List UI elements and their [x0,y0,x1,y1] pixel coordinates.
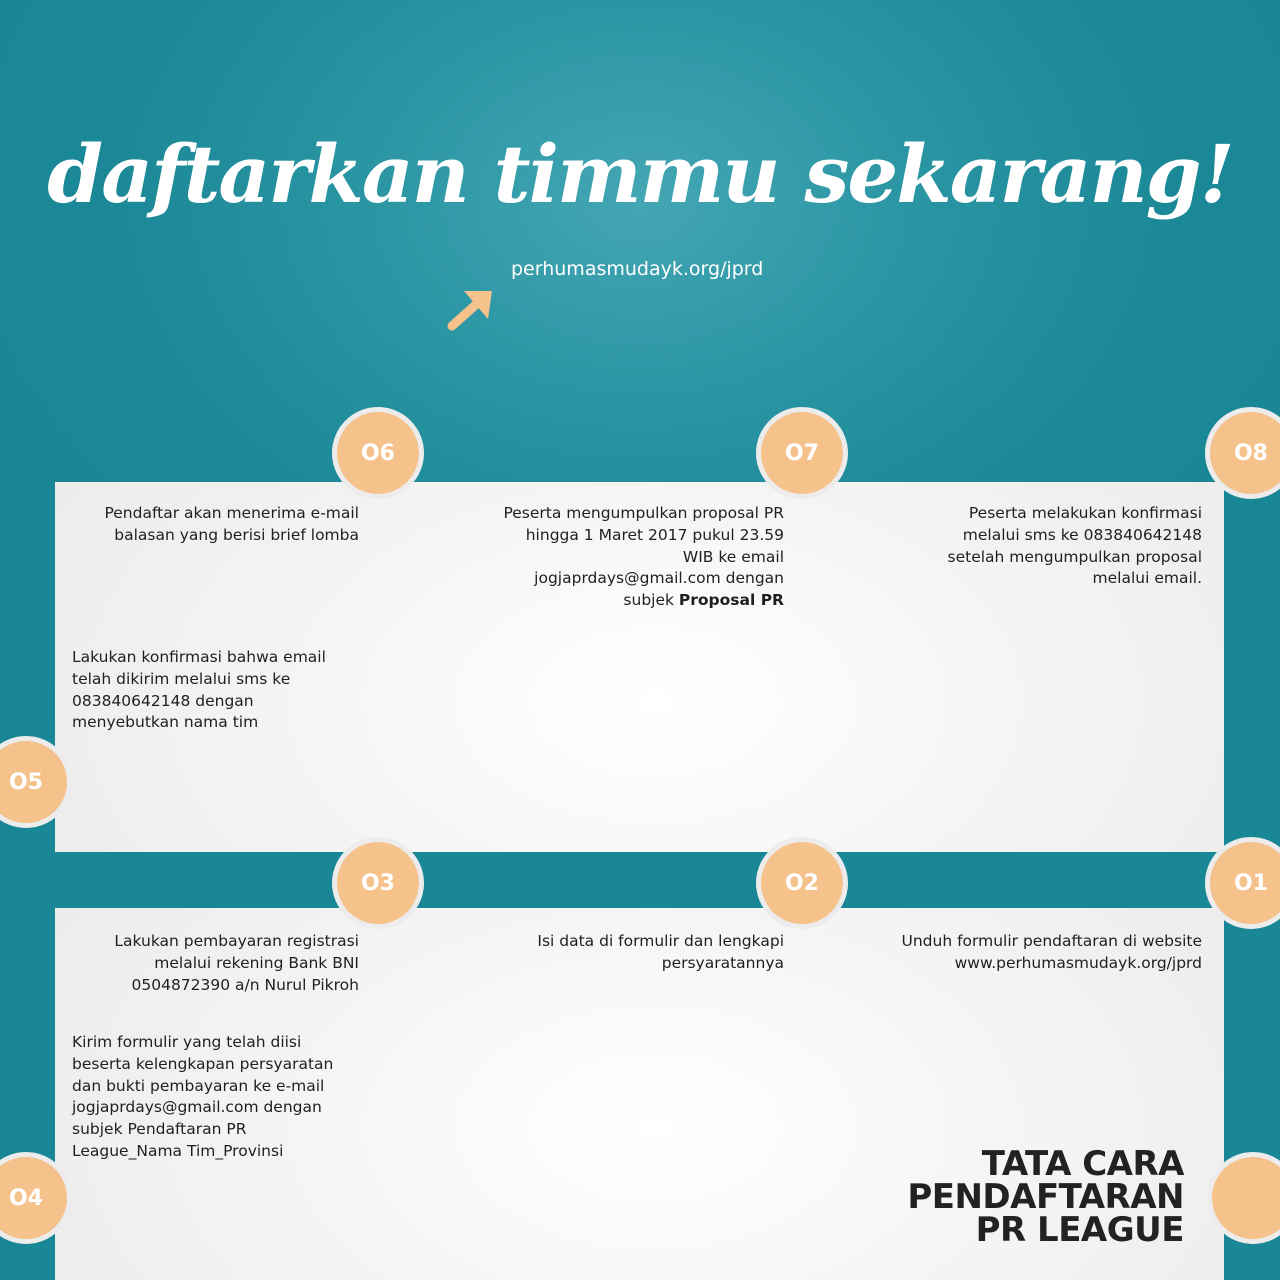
step-5-badge: O5 [0,736,72,828]
arrow-up-right-icon [444,287,494,332]
registration-url: perhumasmudayk.org/jprd [511,258,764,280]
step-8-badge: O8 [1205,407,1280,499]
step-4-badge: O4 [0,1152,72,1244]
headline: daftarkan timmu sekarang! [47,127,1233,221]
step-1-badge: O1 [1205,837,1280,929]
step-5-text: Lakukan konfirmasi bahwa email telah dikirim melalui sms ke 083840642148 dengan menyebutkan nama tim [72,648,326,732]
page-title: TATA CARA PENDAFTARAN PR LEAGUE [907,1144,1184,1250]
step-6-text: Pendaftar akan menerima e-mail balasan yang berisi brief lomba [104,504,359,544]
step-2-badge: O2 [756,837,848,929]
step-3-text: Lakukan pembayaran registrasi melalui rekening Bank BNI 0504872390 a/n Nurul Pikroh [114,932,359,994]
step-4-text: Kirim formulir yang telah diisi beserta kelengkapan persyaratan dan bukti pembayaran ke e-mail jogjaprdays@gmail.com dengan subjek Pendaftaran PR League_Nama Tim_Provinsi [72,1033,334,1160]
step-6-badge: O6 [332,407,424,499]
step-1-text: Unduh formulir pendaftaran di website www.perhumasmudayk.org/jprd [901,932,1202,972]
step-3-badge: O3 [332,837,424,929]
step-7-text: Peserta mengumpulkan proposal PR hingga 1 Maret 2017 pukul 23.59 WIB ke email jogjaprdays@gmail.com dengan subjek Proposal PR [503,504,784,610]
step-2-text: Isi data di formulir dan lengkapi persyaratannya [537,932,784,972]
step-8-text: Peserta melakukan konfirmasi melalui sms ke 083840642148 setelah mengumpulkan proposal melalui email. [947,504,1202,588]
step-7-badge: O7 [756,407,848,499]
